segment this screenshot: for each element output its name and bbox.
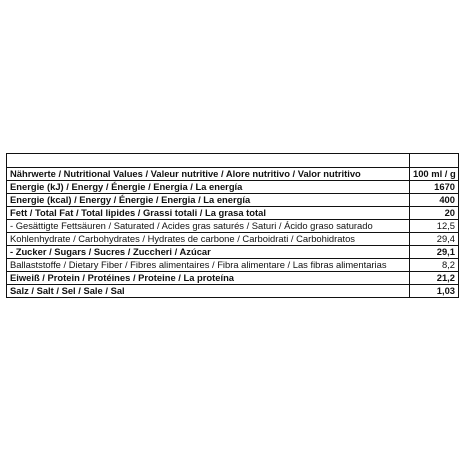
table-row xyxy=(7,194,459,207)
table-row xyxy=(7,246,459,259)
table-row xyxy=(7,285,459,298)
row-label: Salz / Salt / Sel / Sale / Sal xyxy=(7,285,410,298)
row-label: - Zucker / Sugars / Sucres / Zuccheri / Azúcar xyxy=(7,246,410,259)
row-value: 20 xyxy=(410,207,459,220)
row-label: Ballaststoffe / Dietary Fiber / Fibres alimentaires / Fibra alimentare / Las fibras alimentarias xyxy=(7,259,410,272)
spacer-cell xyxy=(410,154,459,168)
row-label: Energie (kJ) / Energy / Énergie / Energia / La energía xyxy=(7,181,410,194)
row-value: 1,03 xyxy=(410,285,459,298)
row-value: 1670 xyxy=(410,181,459,194)
row-value: 29,4 xyxy=(410,233,459,246)
table-row xyxy=(7,207,459,220)
table-row xyxy=(7,233,459,246)
table-row xyxy=(7,181,459,194)
header-unit: 100 ml / g xyxy=(410,168,459,181)
row-label: Energie (kcal) / Energy / Énergie / Energia / La energía xyxy=(7,194,410,207)
header-label: Nährwerte / Nutritional Values / Valeur nutritive / Alore nutritivo / Valor nutritivo xyxy=(7,168,410,181)
row-value: 8,2 xyxy=(410,259,459,272)
table-row xyxy=(7,220,459,233)
row-label: Eiweiß / Protein / Protéines / Proteine / La proteína xyxy=(7,272,410,285)
nutrition-table xyxy=(6,153,459,298)
row-value: 400 xyxy=(410,194,459,207)
table-row xyxy=(7,259,459,272)
table-spacer-row xyxy=(7,154,459,168)
table-row xyxy=(7,272,459,285)
table-header-row xyxy=(7,168,459,181)
row-value: 29,1 xyxy=(410,246,459,259)
spacer-cell xyxy=(7,154,410,168)
row-value: 21,2 xyxy=(410,272,459,285)
row-label: Kohlenhydrate / Carbohydrates / Hydrates de carbone / Carboidrati / Carbohidratos xyxy=(7,233,410,246)
row-value: 12,5 xyxy=(410,220,459,233)
row-label: Fett / Total Fat / Total lipides / Grassi totali / La grasa total xyxy=(7,207,410,220)
row-label: - Gesättigte Fettsäuren / Saturated / Acides gras saturés / Saturi / Ácido graso saturado xyxy=(7,220,410,233)
